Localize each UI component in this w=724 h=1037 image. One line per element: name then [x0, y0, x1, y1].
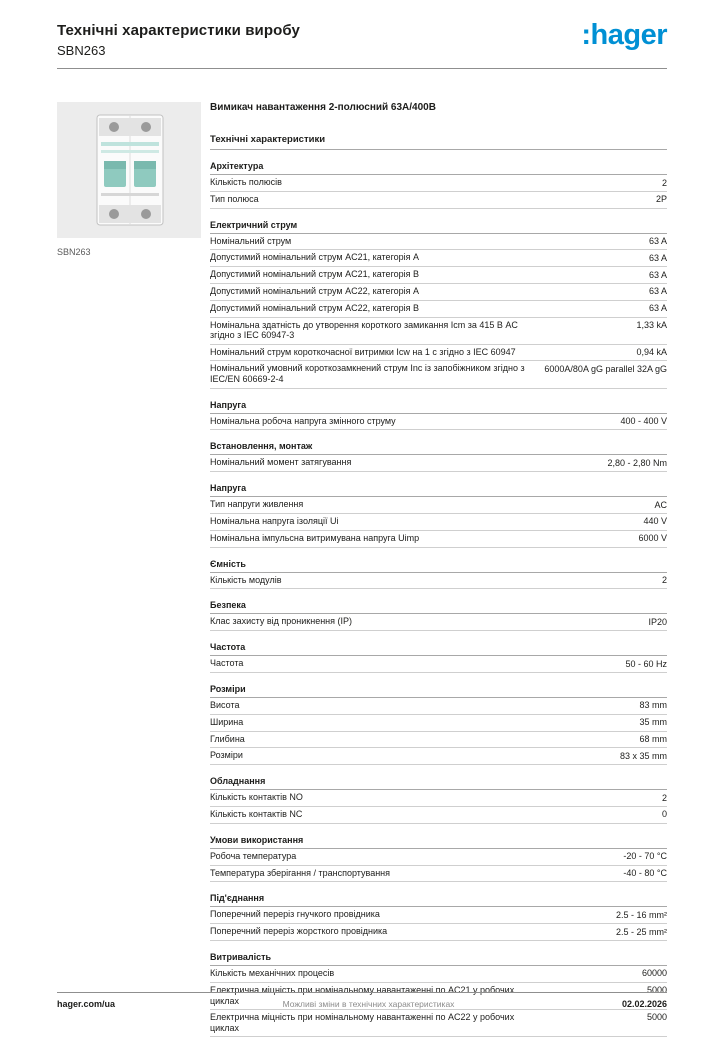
spec-value: 0 — [661, 809, 667, 820]
section-header: Умови використання — [210, 833, 667, 849]
spec-label: Розміри — [210, 750, 243, 761]
section-header: Розміри — [210, 682, 667, 698]
spec-label: Кількість механічних процесів — [210, 967, 335, 978]
section-header: Напруга — [210, 481, 667, 497]
spec-row — [210, 234, 667, 251]
spec-value: 83 x 35 mm — [619, 750, 667, 761]
spec-row — [210, 715, 667, 732]
spec-value: 60000 — [641, 968, 667, 979]
spec-label: Поперечний переріз жорсткого провідника — [210, 926, 388, 937]
footer-disclaimer: Можливі зміни в технічних характеристиках — [282, 999, 455, 1009]
spec-label: Кількість контактів NO — [210, 792, 303, 803]
header-titles — [57, 22, 300, 58]
spec-label: Частота — [210, 658, 244, 669]
section-header: Встановлення, монтаж — [210, 439, 667, 455]
spec-row — [210, 361, 667, 388]
spec-label: Допустимий номінальний струм AC21, категорія B — [210, 269, 420, 280]
spec-label: Клас захисту від проникнення (IP) — [210, 616, 353, 627]
spec-value: AC — [654, 499, 667, 510]
spec-row — [210, 924, 667, 941]
spec-value: -20 - 70 °C — [623, 851, 667, 862]
section-header: Напруга — [210, 398, 667, 414]
footer-date: 02.02.2026 — [621, 999, 667, 1009]
product-code: SBN263 — [57, 43, 106, 58]
spec-value: 6000A/80A gG parallel 32A gG — [544, 363, 667, 374]
spec-row — [210, 531, 667, 548]
breaker-illustration — [71, 109, 187, 231]
spec-value: 5000 — [646, 985, 667, 996]
spec-row — [210, 192, 667, 209]
spec-value: 50 - 60 Hz — [625, 658, 667, 669]
spec-label: Допустимий номінальний струм AC21, категорія A — [210, 252, 420, 263]
spec-row — [210, 849, 667, 866]
spec-row — [210, 284, 667, 301]
page-footer — [57, 992, 667, 1009]
product-description: Вимикач навантаження 2-полюсний 63А/400В — [210, 102, 436, 113]
section-header: Електричний струм — [210, 218, 667, 234]
spec-row — [210, 614, 667, 631]
spec-label: Номінальна імпульсна витримувана напруга Uimp — [210, 532, 420, 543]
spec-row — [210, 698, 667, 715]
spec-label: Кількість полюсів — [210, 177, 282, 187]
spec-value: 2 — [661, 177, 667, 188]
spec-value: 2P — [655, 194, 667, 205]
spec-row — [210, 790, 667, 807]
spec-row — [210, 345, 667, 362]
spec-row — [210, 573, 667, 590]
section-header: Під'єднання — [210, 891, 667, 907]
spec-row — [210, 514, 667, 531]
spec-label: Температура зберігання / транспортування — [210, 867, 391, 878]
section-header: Ємність — [210, 557, 667, 573]
page-header — [57, 19, 667, 69]
spec-row — [210, 966, 667, 983]
spec-row — [210, 497, 667, 514]
spec-value: 63 A — [648, 252, 667, 263]
spec-row — [210, 732, 667, 749]
spec-value: 83 mm — [639, 700, 667, 711]
spec-row — [210, 267, 667, 284]
spec-value: -40 - 80 °C — [623, 868, 667, 879]
spec-label: Номінальна робоча напруга змінного струму — [210, 415, 396, 426]
section-header: Безпека — [210, 598, 667, 614]
spec-row — [210, 250, 667, 267]
spec-label: Висота — [210, 699, 240, 710]
spec-value: 63 A — [648, 303, 667, 314]
spec-sections — [210, 159, 667, 1037]
spec-row — [210, 656, 667, 673]
spec-label: Кількість контактів NC — [210, 808, 303, 819]
spec-value: 2 — [661, 792, 667, 803]
section-header: Частота — [210, 640, 667, 656]
spec-value: 440 V — [643, 516, 667, 527]
spec-value: 400 - 400 V — [620, 416, 667, 427]
section-header: Архітектура — [210, 159, 667, 175]
spec-label: Номінальний умовний короткозамкнений струм Inc із запобіжником згідно з IEC/EN 60669-2-4 — [210, 363, 525, 385]
page-title: Технічні характеристики виробу — [57, 22, 300, 39]
hager-logo: :hager — [581, 19, 667, 51]
spec-label: Допустимий номінальний струм AC22, категорія B — [210, 302, 420, 313]
spec-row — [210, 866, 667, 883]
spec-value: 2.5 - 25 mm² — [615, 926, 667, 937]
spec-row — [210, 301, 667, 318]
section-header: Витривалість — [210, 950, 667, 966]
spec-label: Тип напруги живлення — [210, 499, 304, 510]
spec-label: Номінальний момент затягування — [210, 457, 352, 468]
spec-row — [210, 175, 667, 192]
spec-row — [210, 318, 667, 345]
spec-label: Номінальна здатність до утворення короткого замикання Icm за 415 В AC згідно з IEC 60947-3 — [210, 319, 518, 341]
spec-value: 2,80 - 2,80 Nm — [607, 457, 667, 468]
spec-value: 68 mm — [639, 734, 667, 745]
spec-row — [210, 455, 667, 472]
spec-label: Допустимий номінальний струм AC22, категорія A — [210, 285, 420, 296]
spec-value: 2 — [661, 575, 667, 586]
spec-value: 6000 V — [638, 533, 667, 544]
spec-value: 63 A — [648, 286, 667, 297]
spec-value: 35 mm — [639, 717, 667, 728]
spec-row — [210, 748, 667, 765]
footer-url: hager.com/ua — [57, 999, 116, 1009]
section-header: Обладнання — [210, 774, 667, 790]
spec-value: 2.5 - 16 mm² — [615, 909, 667, 920]
product-image-caption: SBN263 — [57, 247, 91, 257]
spec-row — [210, 907, 667, 924]
spec-column — [210, 102, 667, 1037]
spec-label: Електрична міцність при номінальному навантаженні по AC21 у робочих циклах — [210, 984, 515, 1006]
spec-value: IP20 — [648, 616, 667, 627]
product-image — [57, 102, 201, 238]
spec-value: 63 A — [648, 236, 667, 247]
spec-row — [210, 807, 667, 824]
spec-label: Ширина — [210, 716, 244, 727]
product-image-column — [57, 102, 210, 1037]
spec-label: Кількість модулів — [210, 574, 282, 585]
spec-label: Глибина — [210, 733, 245, 744]
spec-label: Номінальний струм — [210, 235, 292, 246]
spec-row — [210, 414, 667, 431]
content-area — [57, 102, 667, 1037]
spec-value: 5000 — [646, 1012, 667, 1023]
spec-label: Поперечний переріз гнучкого провідника — [210, 909, 380, 920]
spec-label: Номінальна напруга ізоляції Ui — [210, 515, 339, 526]
spec-row — [210, 1010, 667, 1037]
spec-label: Електрична міцність при номінальному навантаженні по AC22 у робочих циклах — [210, 1011, 515, 1033]
spec-value: 63 A — [648, 269, 667, 280]
spec-value: 0,94 kA — [636, 347, 667, 358]
spec-label: Тип полюса — [210, 193, 259, 204]
spec-table-title: Технічні характеристики — [210, 134, 667, 150]
spec-label: Робоча температура — [210, 850, 297, 861]
spec-value: 1,33 kA — [636, 320, 667, 331]
spec-label: Номінальний струм короткочасної витримки Icw на 1 с згідно з IEC 60947 — [210, 346, 516, 357]
